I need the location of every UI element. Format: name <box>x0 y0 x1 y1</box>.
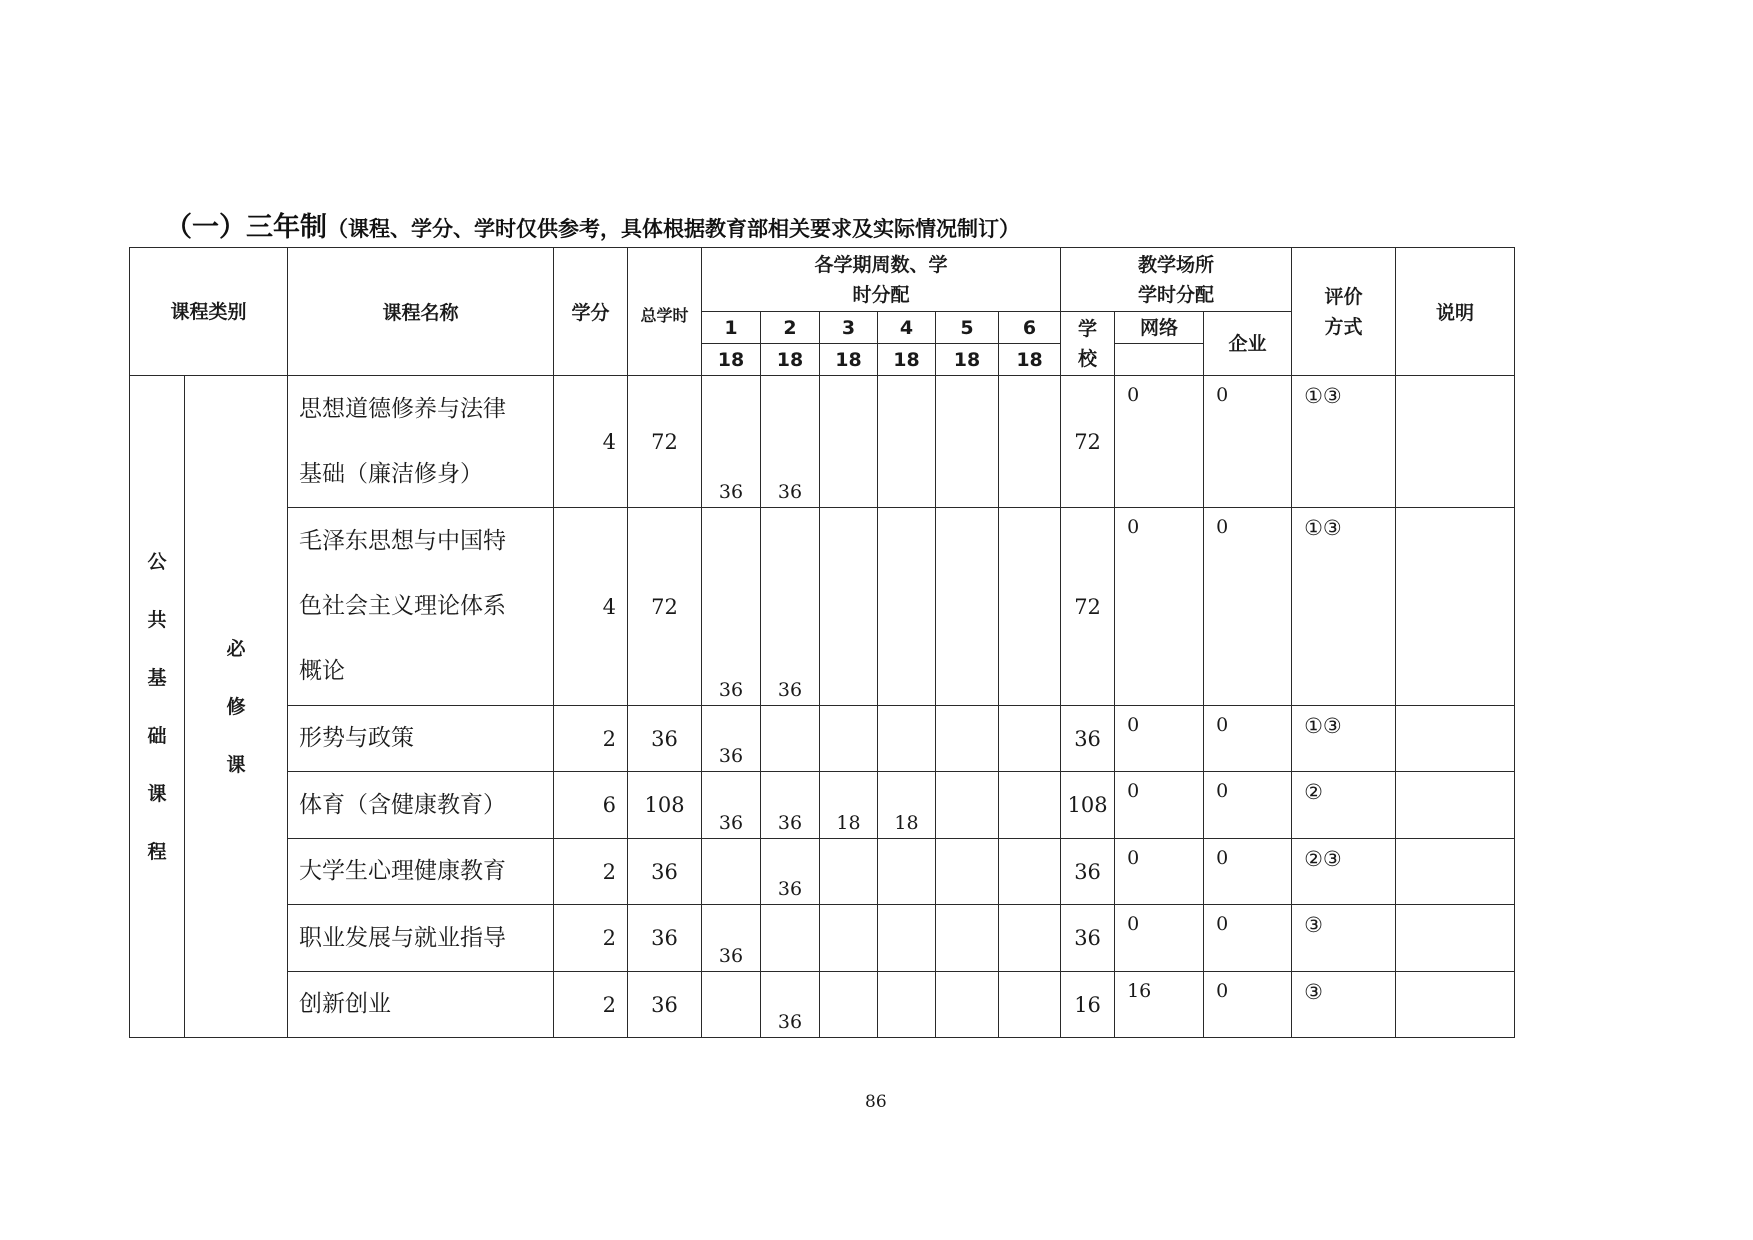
course-name-line: 毛泽东思想与中国特 <box>299 528 507 554</box>
semester-1-cell: 36 <box>702 376 761 508</box>
category-char: 共 <box>147 608 167 631</box>
school-hours-cell: 36 <box>1061 839 1115 905</box>
school-hours-cell: 108 <box>1061 772 1115 839</box>
course-name <box>288 508 554 706</box>
semester-3-cell <box>820 376 878 508</box>
course-name: 大学生心理健康教育 <box>288 839 554 905</box>
semester-3-cell <box>820 905 878 972</box>
category-required <box>185 376 288 1038</box>
school-hours-cell: 36 <box>1061 905 1115 972</box>
category-sub-char: 必 <box>226 637 246 660</box>
credits-cell: 4 <box>554 376 628 508</box>
header-evaluation-line2: 方式 <box>1324 315 1363 338</box>
semester-5-cell <box>936 376 999 508</box>
semester-3-cell <box>820 508 878 706</box>
course-name-line: 色社会主义理论体系 <box>299 593 507 619</box>
table-row <box>130 905 1515 972</box>
school-hours-cell: 36 <box>1061 706 1115 772</box>
header-weeks-4: 18 <box>878 344 936 376</box>
total-hours-cell: 36 <box>628 839 702 905</box>
table-row <box>130 376 1515 508</box>
semester-6-cell <box>999 772 1061 839</box>
header-school <box>1061 312 1115 376</box>
category-char: 础 <box>147 724 167 747</box>
enterprise-hours-cell: 0 <box>1204 508 1292 706</box>
credits-cell: 2 <box>554 972 628 1038</box>
category-char: 程 <box>147 840 167 863</box>
semester-4-cell <box>878 839 936 905</box>
semester-5-cell <box>936 905 999 972</box>
semester-4-cell <box>878 376 936 508</box>
semester-1-cell: 36 <box>702 508 761 706</box>
remarks-cell <box>1396 972 1515 1038</box>
header-venue-group <box>1061 248 1292 312</box>
semester-6-cell <box>999 839 1061 905</box>
remarks-cell <box>1396 508 1515 706</box>
header-row-1 <box>130 248 1515 312</box>
category-sub-char: 修 <box>226 695 246 718</box>
enterprise-hours-cell: 0 <box>1204 706 1292 772</box>
header-semester-3: 3 <box>820 312 878 344</box>
evaluation-cell: ②③ <box>1292 839 1396 905</box>
category-char: 基 <box>147 666 167 689</box>
header-weeks-1: 18 <box>702 344 761 376</box>
total-hours-cell: 72 <box>628 508 702 706</box>
course-name <box>288 376 554 508</box>
section-heading-title: （一）三年制 <box>165 212 327 243</box>
header-semester-group <box>702 248 1061 312</box>
school-hours-cell: 72 <box>1061 376 1115 508</box>
semester-2-cell: 36 <box>761 839 820 905</box>
total-hours-cell: 36 <box>628 905 702 972</box>
course-name-line: 基础（廉洁修身） <box>299 460 484 487</box>
evaluation-cell: ③ <box>1292 972 1396 1038</box>
header-weeks-6: 18 <box>999 344 1061 376</box>
total-hours-cell: 72 <box>628 376 702 508</box>
table-row <box>130 972 1515 1038</box>
total-hours-cell: 36 <box>628 972 702 1038</box>
school-hours-cell: 16 <box>1061 972 1115 1038</box>
header-online-blank <box>1115 344 1204 376</box>
course-name-line: 思想道德修养与法律 <box>299 395 507 422</box>
semester-1-cell: 36 <box>702 905 761 972</box>
category-sub-char: 课 <box>226 753 246 776</box>
category-char: 课 <box>147 782 167 805</box>
course-name-line: 概论 <box>299 658 346 684</box>
section-heading-note: （课程、学分、学时仅供参考，具体根据教育部相关要求及实际情况制订） <box>327 217 1020 241</box>
online-hours-cell: 16 <box>1115 972 1204 1038</box>
table-row <box>130 772 1515 839</box>
header-enterprise: 企业 <box>1204 312 1292 376</box>
remarks-cell <box>1396 376 1515 508</box>
evaluation-cell: ①③ <box>1292 376 1396 508</box>
online-hours-cell: 0 <box>1115 508 1204 706</box>
semester-6-cell <box>999 376 1061 508</box>
remarks-cell <box>1396 905 1515 972</box>
table-row <box>130 706 1515 772</box>
evaluation-cell: ①③ <box>1292 508 1396 706</box>
online-hours-cell: 0 <box>1115 905 1204 972</box>
semester-2-cell <box>761 706 820 772</box>
semester-6-cell <box>999 508 1061 706</box>
semester-2-cell <box>761 905 820 972</box>
header-evaluation-line1: 评价 <box>1324 285 1363 308</box>
evaluation-cell: ② <box>1292 772 1396 839</box>
semester-3-cell <box>820 839 878 905</box>
course-name: 职业发展与就业指导 <box>288 905 554 972</box>
evaluation-cell: ①③ <box>1292 706 1396 772</box>
category-public-basic <box>130 376 185 1038</box>
header-weeks-2: 18 <box>761 344 820 376</box>
semester-5-cell <box>936 772 999 839</box>
online-hours-cell: 0 <box>1115 376 1204 508</box>
semester-5-cell <box>936 508 999 706</box>
enterprise-hours-cell: 0 <box>1204 972 1292 1038</box>
header-semester-group-line2: 时分配 <box>852 283 910 306</box>
header-evaluation <box>1292 248 1396 376</box>
course-name: 形势与政策 <box>288 706 554 772</box>
header-weeks-3: 18 <box>820 344 878 376</box>
semester-4-cell <box>878 972 936 1038</box>
table-row <box>130 508 1515 706</box>
header-credits: 学分 <box>554 248 628 376</box>
header-course-name: 课程名称 <box>288 248 554 376</box>
section-heading <box>165 205 1020 244</box>
header-weeks-5: 18 <box>936 344 999 376</box>
table-row <box>130 839 1515 905</box>
semester-6-cell <box>999 972 1061 1038</box>
header-school-line2: 校 <box>1078 347 1098 370</box>
semester-2-cell: 36 <box>761 508 820 706</box>
online-hours-cell: 0 <box>1115 706 1204 772</box>
header-category: 课程类别 <box>130 248 288 376</box>
credits-cell: 2 <box>554 839 628 905</box>
semester-5-cell <box>936 972 999 1038</box>
semester-5-cell <box>936 839 999 905</box>
credits-cell: 2 <box>554 905 628 972</box>
semester-3-cell <box>820 706 878 772</box>
enterprise-hours-cell: 0 <box>1204 839 1292 905</box>
total-hours-cell: 36 <box>628 706 702 772</box>
semester-3-cell <box>820 972 878 1038</box>
semester-5-cell <box>936 706 999 772</box>
online-hours-cell: 0 <box>1115 839 1204 905</box>
header-venue-group-line2: 学时分配 <box>1138 283 1215 306</box>
enterprise-hours-cell: 0 <box>1204 772 1292 839</box>
header-total-hours: 总学时 <box>628 248 702 376</box>
credits-cell: 4 <box>554 508 628 706</box>
semester-6-cell <box>999 706 1061 772</box>
course-plan-table <box>129 247 1515 1038</box>
credits-cell: 6 <box>554 772 628 839</box>
course-name: 创新创业 <box>288 972 554 1038</box>
header-semester-5: 5 <box>936 312 999 344</box>
remarks-cell <box>1396 839 1515 905</box>
category-char: 公 <box>147 550 167 573</box>
header-venue-group-line1: 教学场所 <box>1138 253 1215 276</box>
page-number: 86 <box>865 1092 887 1112</box>
header-remarks: 说明 <box>1396 248 1515 376</box>
semester-2-cell: 36 <box>761 376 820 508</box>
total-hours-cell: 108 <box>628 772 702 839</box>
semester-2-cell: 36 <box>761 972 820 1038</box>
semester-1-cell: 36 <box>702 706 761 772</box>
semester-6-cell <box>999 905 1061 972</box>
enterprise-hours-cell: 0 <box>1204 376 1292 508</box>
semester-2-cell: 36 <box>761 772 820 839</box>
semester-1-cell: 36 <box>702 772 761 839</box>
remarks-cell <box>1396 772 1515 839</box>
online-hours-cell: 0 <box>1115 772 1204 839</box>
semester-4-cell: 18 <box>878 772 936 839</box>
semester-3-cell: 18 <box>820 772 878 839</box>
semester-4-cell <box>878 508 936 706</box>
header-online: 网络 <box>1115 312 1204 344</box>
header-semester-2: 2 <box>761 312 820 344</box>
remarks-cell <box>1396 706 1515 772</box>
header-semester-6: 6 <box>999 312 1061 344</box>
semester-1-cell <box>702 972 761 1038</box>
enterprise-hours-cell: 0 <box>1204 905 1292 972</box>
course-name: 体育（含健康教育） <box>288 772 554 839</box>
header-semester-1: 1 <box>702 312 761 344</box>
semester-4-cell <box>878 905 936 972</box>
header-semester-group-line1: 各学期周数、学 <box>814 253 948 276</box>
school-hours-cell: 72 <box>1061 508 1115 706</box>
semester-1-cell <box>702 839 761 905</box>
semester-4-cell <box>878 706 936 772</box>
evaluation-cell: ③ <box>1292 905 1396 972</box>
header-semester-4: 4 <box>878 312 936 344</box>
credits-cell: 2 <box>554 706 628 772</box>
header-school-line1: 学 <box>1078 317 1098 340</box>
